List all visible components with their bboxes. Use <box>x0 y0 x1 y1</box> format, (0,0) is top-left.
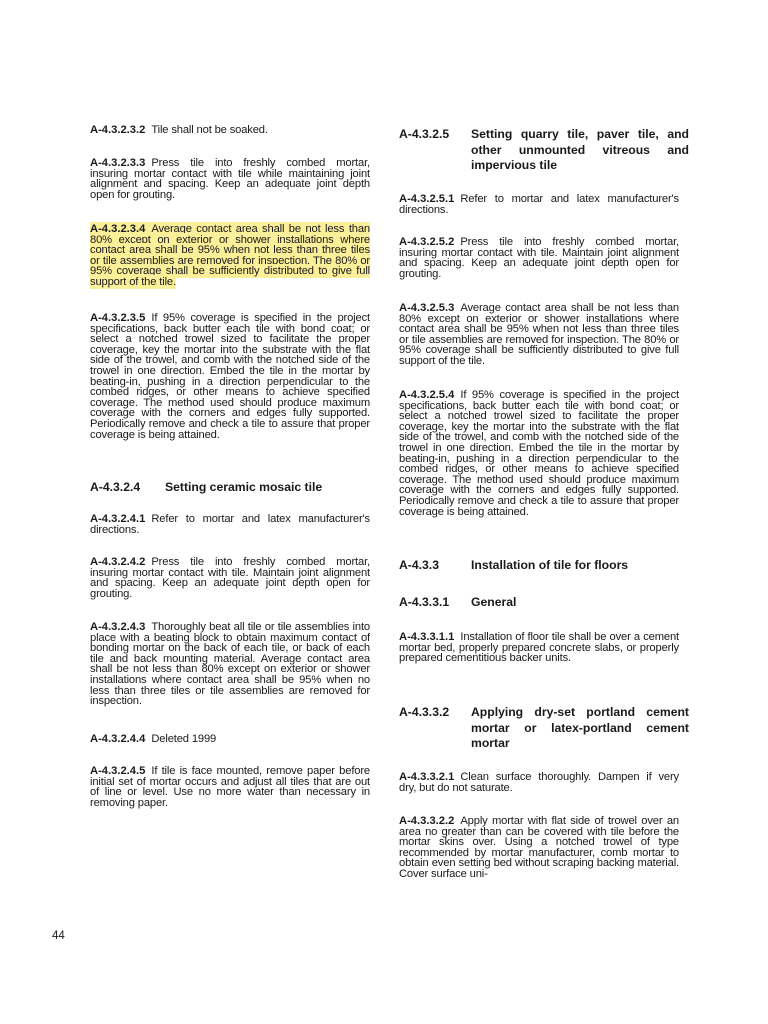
paragraph-a-4-3-2-5-4 <box>399 390 679 517</box>
heading-title: General <box>471 595 517 609</box>
paragraph-text: If 95% coverage is specified in the project specifications, back butter each tile with bond coat; or select a notched trowel sized to facilitate the proper coverage, key the mortar into the substrate with the flat side of the trowel, and comb with the notched side of the trowel in one direction. Embed the tile in the mortar by beating-in, pushing in a direction perpendicular to the combed ridges, or other means to achieve specified coverage. The method used should produce maximum coverage with the corners and edges fully supported. Periodically remove and check a tile to assure that proper coverage is being attained. <box>90 312 370 441</box>
paragraph-a-4-3-3-2-1 <box>399 772 679 793</box>
paragraph-text: Average contact area shall be not less than 80% except on exterior or shower installations where contact area shall be 95% when not less than three tiles or tile assemblies are removed for inspection. The 80% or 95% coverage shall be sufficiently distributed to give full support of the tile. <box>399 302 679 367</box>
paragraph-a-4-3-2-5-3 <box>399 303 679 367</box>
paragraph-a-4-3-2-3-3 <box>90 158 370 200</box>
heading-a-4-3-3-1 <box>399 595 689 611</box>
section-number: A-4.3.2.5.4 <box>399 389 455 401</box>
section-number: A-4.3.2.3.3 <box>90 157 146 169</box>
heading-a-4-3-2-5 <box>399 127 689 174</box>
paragraph-text: Press tile into freshly combed mortar, insuring mortar contact with tile while maintaining joint alignment and spacing. Keep an adequate joint depth open for grouting. <box>90 157 370 201</box>
paragraph-text: Refer to mortar and latex manufacturer's directions. <box>399 193 679 216</box>
section-number: A-4.3.2.3.4 <box>90 223 146 235</box>
heading-title: Setting quarry tile, paver tile, and other unmounted vitreous and impervious tile <box>471 127 689 172</box>
section-number: A-4.3.2.4.5 <box>90 765 146 777</box>
paragraph-text: Tile shall not be soaked. <box>151 124 268 136</box>
page-number: 44 <box>52 930 65 942</box>
paragraph-a-4-3-2-4-5 <box>90 766 370 808</box>
section-number: A-4.3.2.5.3 <box>399 302 455 314</box>
section-number: A-4.3.2.4.4 <box>90 733 146 745</box>
paragraph-text: Installation of floor tile shall be over a cement mortar bed, properly prepared concrete slabs, or properly prepared cementitious backer units. <box>399 631 679 665</box>
paragraph-a-4-3-2-4-1 <box>90 514 370 535</box>
paragraph-text: Thoroughly beat all tile or tile assemblies into place with a beating block to obtain maximum contact of bonding mortar on the back of each tile, or back of each tile and back mounting material. Average contact area shall be not less than 80% except on exterior or shower installations where contact area shall be 95% when no less than three tiles or tile assemblies are removed for inspection. <box>90 621 370 708</box>
paragraph-text: Clean surface thoroughly. Dampen if very dry, but do not saturate. <box>399 771 679 794</box>
highlight-mark <box>90 222 370 289</box>
heading-number: A-4.3.2.4 <box>90 480 141 494</box>
paragraph-a-4-3-2-4-2 <box>90 557 370 599</box>
heading-title: Setting ceramic mosaic tile <box>165 480 323 494</box>
paragraph-a-4-3-2-3-2 <box>90 125 370 136</box>
section-number: A-4.3.2.5.1 <box>399 193 455 205</box>
section-number: A-4.3.2.4.3 <box>90 621 146 633</box>
heading-number: A-4.3.2.5 <box>399 127 450 141</box>
paragraph-a-4-3-3-1-1 <box>399 632 679 664</box>
paragraph-text: If tile is face mounted, remove paper before initial set of mortar occurs and adjust all tiles that are out of line or level. Use no more water than necessary in removing paper. <box>90 765 370 809</box>
heading-title: Installation of tile for floors <box>471 558 629 572</box>
section-number: A-4.3.2.4.2 <box>90 556 146 568</box>
paragraph-a-4-3-2-3-4-highlighted <box>90 224 370 288</box>
paragraph-text: Press tile into freshly combed mortar, insuring mortar contact with tile. Maintain joint alignment and spacing. Keep an adequate joint depth open for grouting. <box>399 236 679 280</box>
paragraph-a-4-3-2-4-3 <box>90 622 370 707</box>
paragraph-text: Apply mortar with flat side of trowel over an area no greater than can be covered with tile before the mortar skins over. Using a notched trowel of type recommended by mortar manufacturer, comb mortar to obtain even setting bed without scraping backing material. Cover surface uni- <box>399 815 679 880</box>
paragraph-text: Press tile into freshly combed mortar, insuring mortar contact with tile. Maintain joint alignment and spacing. Keep an adequate joint depth open for grouting. <box>90 556 370 600</box>
heading-number: A-4.3.3.2 <box>399 705 450 719</box>
paragraph-text: Deleted 1999 <box>151 733 217 745</box>
paragraph-a-4-3-3-2-2 <box>399 816 679 880</box>
heading-number: A-4.3.3.1 <box>399 595 450 609</box>
paragraph-text: If 95% coverage is specified in the project specifications, back butter each tile with bond coat; or select a notched trowel sized to facilitate the proper coverage, key the mortar into the substrate with the flat side of the trowel, and comb with the notched side of the trowel in one direction. Embed the tile in the mortar by beating-in, pushing in a direction perpendicular to the combed ridges, or other means to achieve specified coverage. The method used should produce maximum coverage with the corners and edges fully supported. Periodically remove and check a tile to assure that proper coverage is being attained. <box>399 389 679 518</box>
paragraph-text: Average contact area shall be not less than 80% except on exterior or shower installations where contact area shall be 95% when not less than three tiles or tile assemblies are removed for inspection. The 80% or 95% coverage shall be sufficiently distributed to give full support of the tile. <box>90 223 370 288</box>
heading-a-4-3-2-4 <box>90 480 380 496</box>
section-number: A-4.3.2.3.5 <box>90 312 146 324</box>
paragraph-a-4-3-2-5-1 <box>399 194 679 215</box>
paragraph-a-4-3-2-4-4 <box>90 734 370 745</box>
section-number: A-4.3.2.3.2 <box>90 124 146 136</box>
section-number: A-4.3.2.4.1 <box>90 513 146 525</box>
heading-a-4-3-3-2 <box>399 705 689 752</box>
heading-title: Applying dry-set portland cement mortar or latex-portland cement mortar <box>471 705 689 750</box>
section-number: A-4.3.3.1.1 <box>399 631 455 643</box>
heading-number: A-4.3.3 <box>399 558 439 572</box>
paragraph-a-4-3-2-3-5 <box>90 313 370 440</box>
heading-a-4-3-3 <box>399 558 689 574</box>
paragraph-a-4-3-2-5-2 <box>399 237 679 279</box>
paragraph-text: Refer to mortar and latex manufacturer's directions. <box>90 513 370 536</box>
section-number: A-4.3.2.5.2 <box>399 236 455 248</box>
section-number: A-4.3.3.2.2 <box>399 815 455 827</box>
section-number: A-4.3.3.2.1 <box>399 771 455 783</box>
